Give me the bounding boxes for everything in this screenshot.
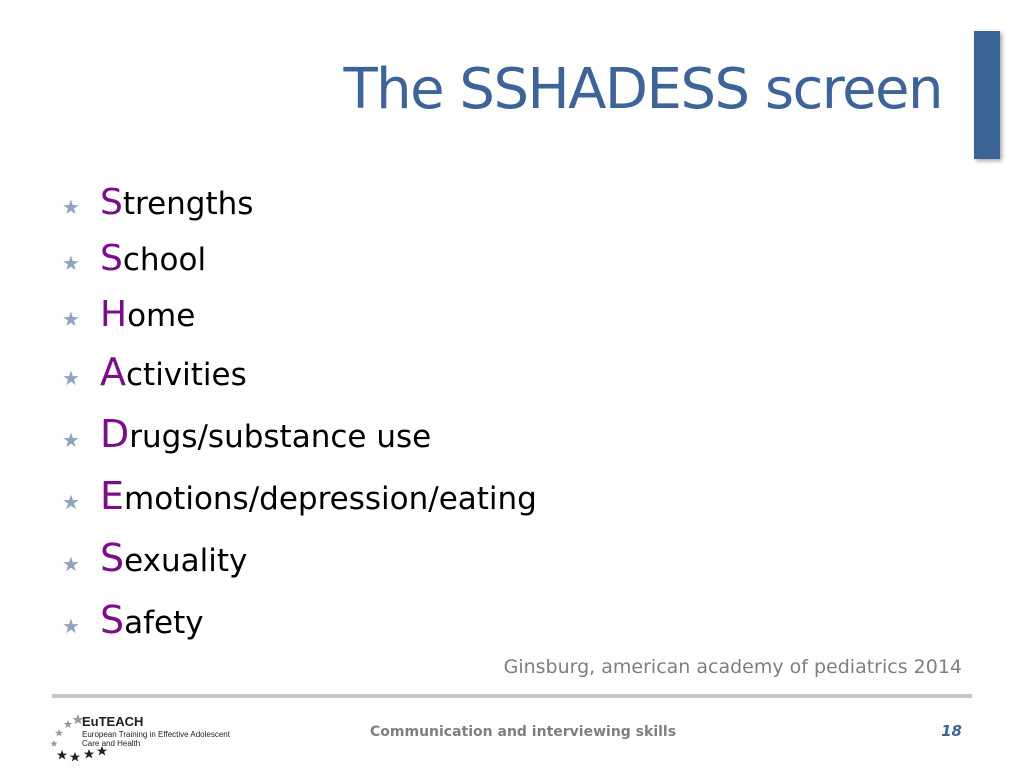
list-item: [62, 238, 537, 294]
star-icon: ★: [62, 614, 80, 638]
item-initial: H: [100, 294, 128, 335]
list-item: [62, 598, 537, 660]
item-initial: E: [100, 474, 125, 518]
item-initial: D: [100, 412, 130, 456]
list-item: [62, 350, 537, 412]
page-number: 18: [941, 722, 962, 740]
star-icon: ★: [62, 195, 80, 219]
item-text: motions/depression/eating: [124, 481, 537, 517]
star-icon: ★: [62, 251, 80, 275]
accent-bar: [974, 31, 1000, 159]
item-initial: S: [100, 536, 125, 580]
logo-title: EuTEACH: [82, 714, 144, 729]
star-icon: ★: [62, 490, 80, 514]
item-text: chool: [122, 242, 207, 278]
star-icon: ★: [62, 428, 80, 452]
list-item: [62, 536, 537, 598]
star-icon: ★: [62, 366, 80, 390]
list-item: [62, 412, 537, 474]
item-text: afety: [124, 605, 204, 641]
item-initial: S: [100, 238, 123, 279]
item-text: trengths: [122, 186, 254, 222]
item-initial: S: [100, 598, 125, 642]
logo-subtitle-line2: Care and Health: [82, 739, 141, 748]
list-item: [62, 474, 537, 536]
logo-subtitle-line1: European Training in Effective Adolescent: [82, 730, 230, 739]
list-item: [62, 182, 537, 238]
footer-divider: [52, 694, 972, 698]
item-initial: S: [100, 182, 123, 223]
list-item: [62, 294, 537, 350]
item-text: exuality: [124, 543, 248, 579]
logo-subtitle: [82, 730, 242, 748]
footer-text: Communication and interviewing skills: [370, 724, 677, 740]
eutech-logo: [48, 712, 238, 764]
star-icon: ★: [62, 307, 80, 331]
item-text: ome: [127, 298, 196, 334]
bullet-list: [62, 182, 537, 660]
star-icon: ★: [62, 552, 80, 576]
item-initial: A: [100, 350, 126, 394]
item-text: rugs/substance use: [129, 419, 432, 455]
citation: Ginsburg, american academy of pediatrics 2014: [503, 656, 962, 678]
slide-title: The SSHADESS screen: [343, 57, 942, 122]
item-text: ctivities: [126, 357, 247, 393]
